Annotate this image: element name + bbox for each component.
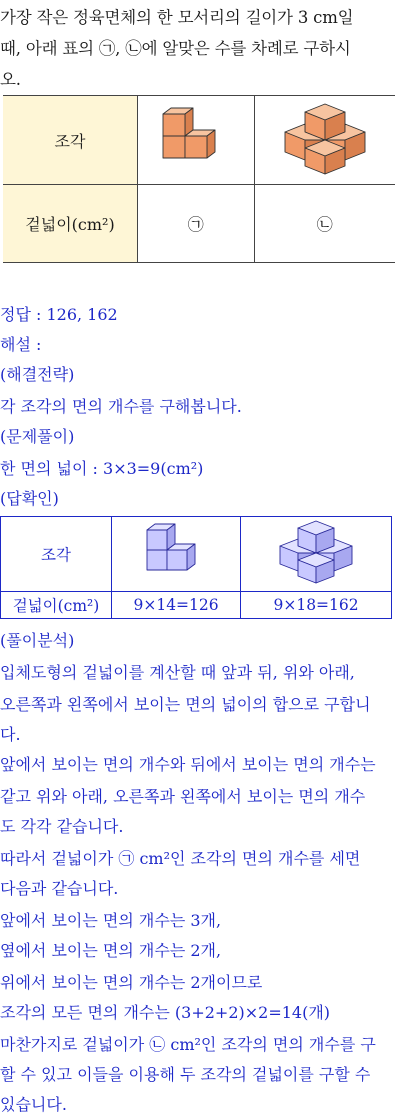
problem-table: [3, 95, 395, 263]
analysis-line: 위에서 보이는 면의 개수는 2개이므로: [0, 973, 263, 992]
analysis-line: 따라서 겉넓이가 ㉠ cm²인 조각의 면의 개수를 세면: [0, 849, 361, 868]
analysis-line: 다음과 같습니다.: [0, 879, 119, 898]
strategy-text: 각 조각의 면의 개수를 구해봅니다.: [0, 397, 242, 416]
problem-line: 가장 작은 정육면체의 한 모서리의 길이가 3 cm일: [0, 8, 354, 27]
surface-area-label: 겉넓이(cm²): [3, 185, 138, 263]
problem-line: 때, 아래 표의 ㉠, ㉡에 알맞은 수를 차례로 구하시: [0, 39, 351, 58]
analysis-line: 마찬가지로 겉넓이가 ㉡ cm²인 조각의 면의 개수를 구: [0, 1035, 376, 1054]
analysis-heading: (풀이분석): [0, 631, 75, 650]
solve-text: 한 면의 넓이 : 3×3=9(cm²): [0, 459, 204, 478]
answer-value-b: 9×18=162: [241, 592, 392, 619]
cube-piece-b-orange-icon: [270, 100, 380, 176]
problem-line: 오.: [0, 70, 21, 89]
analysis-line: 도 각각 같습니다.: [0, 817, 124, 836]
answer-piece-a-cell: [112, 517, 241, 592]
analysis-line: 조각의 모든 면의 개수는 (3+2+2)×2=14(개): [0, 1003, 331, 1022]
piece-b-cell: [254, 96, 395, 185]
answer-piece-b-cell: [241, 517, 392, 592]
blank-b-cell: ㉡: [254, 185, 395, 263]
strategy-heading: (해결전략): [0, 365, 75, 384]
analysis-line: 오른쪽과 왼쪽에서 보이는 면의 넓이의 합으로 구합니: [0, 695, 371, 714]
analysis-line: 앞에서 보이는 면의 개수와 뒤에서 보이는 면의 개수는: [0, 755, 376, 774]
cube-piece-b-blue-icon: [266, 519, 366, 585]
answer-table: [0, 516, 392, 619]
cube-piece-a-blue-icon: [139, 520, 213, 584]
explanation-heading: 해설 :: [0, 335, 42, 354]
analysis-line: 있습니다.: [0, 1095, 67, 1114]
cube-piece-a-orange-icon: [151, 102, 241, 174]
blank-a-cell: ㉠: [138, 185, 255, 263]
analysis-line: 할 수 있고 이들을 이용해 두 조각의 겉넓이를 구할 수: [0, 1065, 371, 1084]
answer-value-a: 9×14=126: [112, 592, 241, 619]
analysis-line: 앞에서 보이는 면의 개수는 3개,: [0, 911, 222, 930]
analysis-line: 입체도형의 겉넓이를 계산할 때 앞과 뒤, 위와 아래,: [0, 663, 355, 682]
check-heading: (답확인): [0, 489, 59, 508]
problem-text: [0, 2, 398, 95]
analysis-line: 같고 위와 아래, 오른쪽과 왼쪽에서 보이는 면의 개수: [0, 787, 366, 806]
answer-piece-label: 조각: [1, 517, 112, 592]
solve-heading: (문제풀이): [0, 427, 75, 446]
answer-surface-label: 겉넓이(cm²): [1, 592, 112, 619]
piece-label: 조각: [3, 96, 138, 185]
analysis-line: 옆에서 보이는 면의 개수는 2개,: [0, 941, 222, 960]
analysis-line: 다.: [0, 725, 21, 744]
answer-line: 정답 : 126, 162: [0, 305, 118, 324]
piece-a-cell: [138, 96, 255, 185]
